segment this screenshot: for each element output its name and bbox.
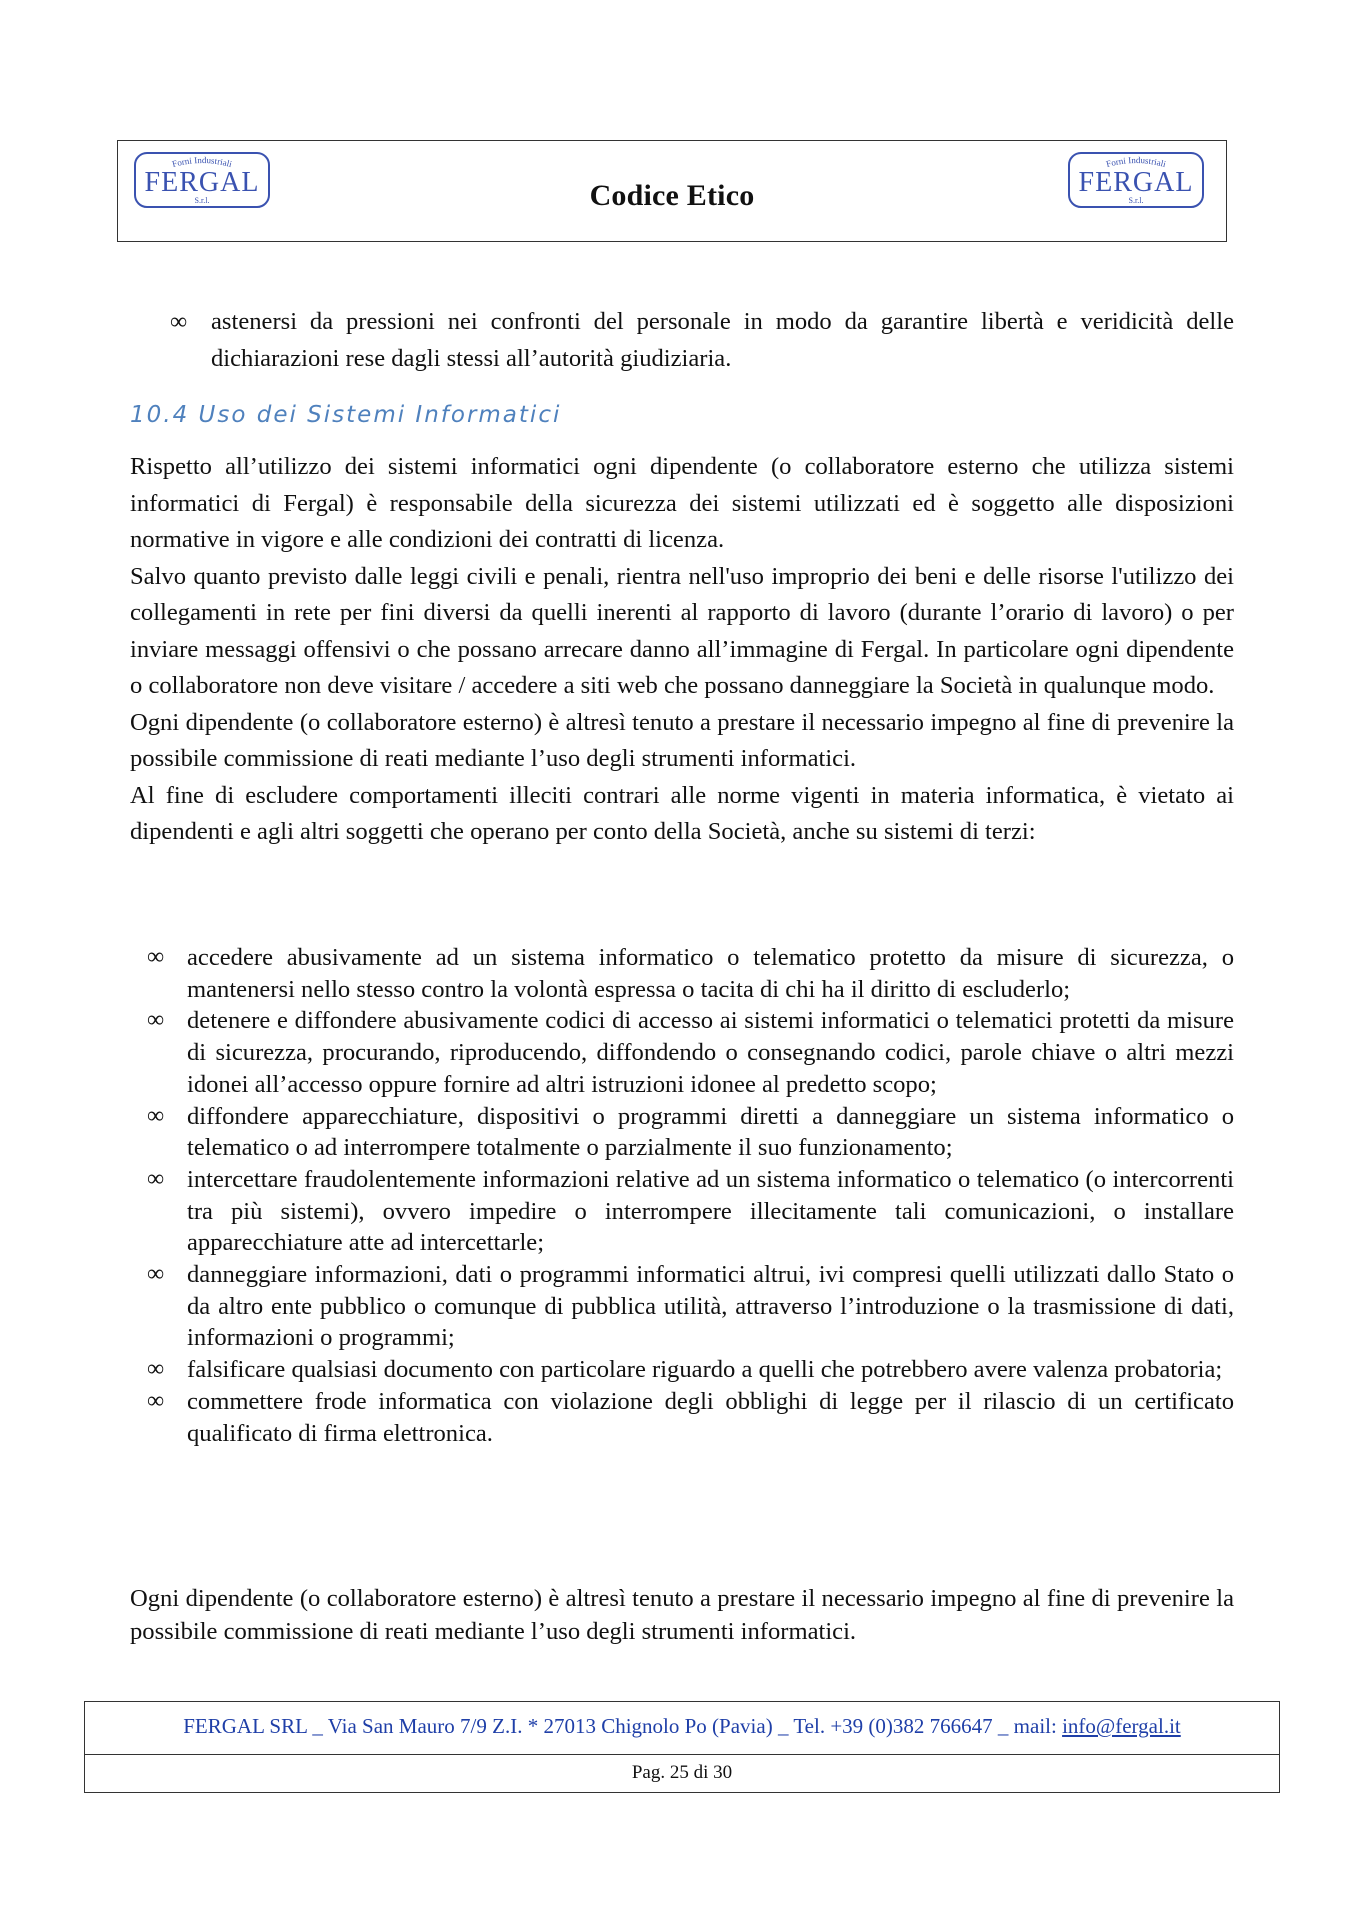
list-item xyxy=(147,1005,1234,1100)
footer-address xyxy=(85,1714,1279,1739)
paragraph: Ogni dipendente (o collaboratore esterno) è altresì tenuto a prestare il necessario impegno al fine di prevenire la possibile commissione di reati mediante l’uso degli strumenti informatici. xyxy=(130,708,1234,772)
list-item-text: commettere frode informatica con violazione degli obblighi di legge per il rilascio di un certificato qualificato di firma elettronica. xyxy=(187,1387,1234,1447)
footer-address-text: FERGAL SRL _ Via San Mauro 7/9 Z.I. * 27013 Chignolo Po (Pavia) _ Tel. +39 (0)382 766647 _ mail: xyxy=(183,1714,1063,1738)
list-item xyxy=(147,1354,1234,1386)
logo-arc-text: Forni Industriali xyxy=(1104,154,1168,170)
logo-text: FERGAL xyxy=(1078,167,1194,198)
closing-paragraph xyxy=(130,1583,1234,1648)
list-item-text: astenersi da pressioni nei confronti del personale in modo da garantire libertà e veridicità delle dichiarazioni rese dagli stessi all’autorità giudiziaria. xyxy=(211,308,1234,372)
paragraph: Al fine di escludere comportamenti illeciti contrari alle norme vigenti in materia informatica, è vietato ai dipendenti e agli altri soggetti che operano per conto della Società, anche su sistemi di terzi: xyxy=(130,781,1234,845)
infinity-bullet-icon: ∞ xyxy=(147,1102,165,1129)
list-item xyxy=(147,1101,1234,1164)
page-number: Pag. 25 di 30 xyxy=(631,1762,733,1783)
list-item-text: detenere e diffondere abusivamente codici di accesso ai sistemi informatici o telematici protetti da misure di sicurezza, procurando, riproducendo, diffondendo o consegnando codici, parole chiave o altri mezzi idonei all’accesso oppure fornire ad altri istruzioni idonee al predetto scopo; xyxy=(187,1007,1234,1098)
list-item xyxy=(147,1386,1234,1449)
page-footer xyxy=(84,1701,1280,1793)
list-item-text: accedere abusivamente ad un sistema informatico o telematico protetto da misure di sicurezza, o mantenersi nello stesso contro la volontà espressa o tacita di chi ha il diritto di escluderlo; xyxy=(187,944,1234,1003)
logo-arc-text: Forni Industriali xyxy=(170,154,234,170)
paragraph: Rispetto all’utilizzo dei sistemi informatici ogni dipendente (o collaboratore esterno che utilizza sistemi informatici di Fergal) è responsabile della sicurezza dei sistemi utilizzati ed è soggetto alle disposizioni normative in vigore e alle condizioni dei contratti di licenza. xyxy=(130,453,1234,553)
list-item-text: intercettare fraudolentemente informazioni relative ad un sistema informatico o telematico (o intercorrenti tra più sistemi), ovvero impedire o interrompere illecitamente tali comunicazioni, o installare apparecchiature atte ad intercettarle; xyxy=(187,1165,1234,1257)
list-item xyxy=(168,304,1234,377)
footer-divider xyxy=(85,1754,1279,1755)
fergal-logo-right xyxy=(1066,149,1206,211)
list-item xyxy=(147,1259,1234,1354)
list-item-text: diffondere apparecchiature, dispositivi o programmi diretti a danneggiare un sistema informatico o telematico o ad interrompere totalmente o parzialmente il suo funzionamento; xyxy=(187,1102,1234,1162)
infinity-bullet-icon: ∞ xyxy=(147,1356,165,1383)
list-item xyxy=(147,1164,1234,1259)
page-header xyxy=(117,140,1227,242)
infinity-bullet-icon: ∞ xyxy=(147,944,165,970)
list-item xyxy=(147,942,1234,1005)
intro-bullet-list xyxy=(168,304,1234,377)
paragraph: Salvo quanto previsto dalle leggi civili e penali, rientra nell'uso improprio dei beni e delle risorse l'utilizzo dei collegamenti in rete per fini diversi da quelli inerenti al rapporto di lavoro (durante l’orario di lavoro) o per inviare messaggi offensivi o che possano arrecare danno all’immagine di Fergal. In particolare ogni dipendente o collaboratore non deve visitare / accedere a siti web che possano danneggiare la Società in qualunque modo. xyxy=(130,562,1234,699)
page-title: Codice Etico xyxy=(589,179,755,212)
email-link[interactable]: info@fergal.it xyxy=(1062,1714,1181,1738)
infinity-bullet-icon: ∞ xyxy=(170,309,188,335)
infinity-bullet-icon: ∞ xyxy=(147,1165,165,1192)
section-body xyxy=(130,449,1234,851)
infinity-bullet-icon: ∞ xyxy=(147,1007,165,1034)
logo-text: FERGAL xyxy=(144,167,260,198)
prohibitions-list xyxy=(147,942,1234,1449)
paragraph: Ogni dipendente (o collaboratore esterno) è altresì tenuto a prestare il necessario impegno al fine di prevenire la possibile commissione di reati mediante l’uso degli strumenti informatici. xyxy=(130,1585,1234,1645)
logo-subtitle: S.r.l. xyxy=(1128,196,1144,205)
list-item-text: falsificare qualsiasi documento con particolare riguardo a quelli che potrebbero avere valenza probatoria; xyxy=(187,1356,1223,1384)
logo-subtitle: S.r.l. xyxy=(194,196,210,205)
list-item-text: danneggiare informazioni, dati o programmi informatici altrui, ivi compresi quelli utilizzati dallo Stato o da altro ente pubblico o comunque di pubblica utilità, attraverso l’introduzione o la trasmissione di dati, informazioni o programmi; xyxy=(187,1261,1234,1352)
section-heading: 10.4 Uso dei Sistemi Informatici xyxy=(130,402,562,428)
infinity-bullet-icon: ∞ xyxy=(147,1261,165,1288)
infinity-bullet-icon: ∞ xyxy=(147,1387,165,1414)
